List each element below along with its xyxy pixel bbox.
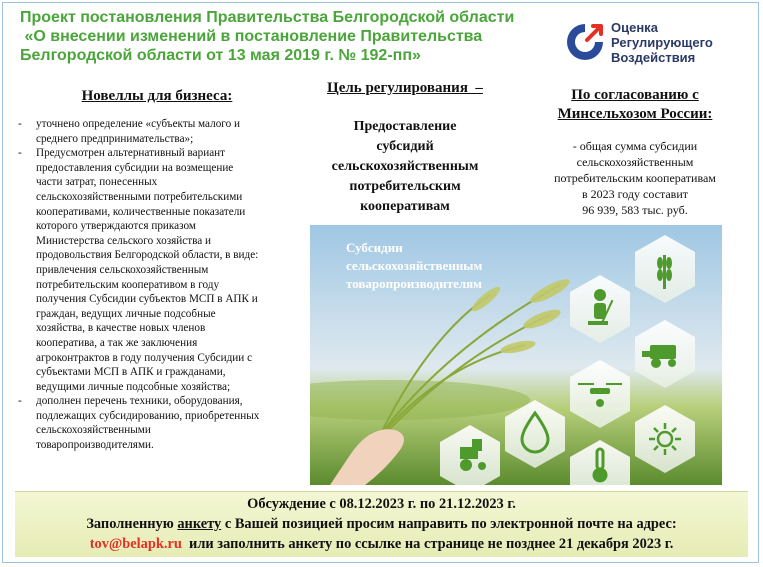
list-dash: - [18,118,22,130]
document-title [20,8,560,65]
novelly-item-line: товаропроизводителями. [36,439,154,452]
photo-caption [346,239,482,293]
novelly-item-line: которого утверждаются приказом [36,220,196,233]
submission-instructions [15,516,748,533]
orv-logo [565,18,715,70]
logo-wordmark [611,20,713,65]
novelly-item-line: кооперативами, количественные показатели [36,205,246,218]
survey-link[interactable]: анкету [177,516,222,532]
novelly-item-line: среднего предпринимательства»; [36,132,194,145]
minselhoz-line: в 2023 году составит [581,187,689,201]
goal-line: потребительским [349,179,461,194]
novelly-item [18,146,300,394]
novelly-item [18,394,300,452]
novelly-item-line: граждан, ведущих личные подсобные [36,307,216,320]
novelly-item-line: продовольствия Белгородской области, в виде: [36,249,259,262]
novelly-item-line: Предусмотрен альтернативный вариант [36,147,226,160]
logo-line-1: Оценка [611,20,658,35]
logo-line-2: Регулирующего [611,35,713,50]
goal-line: сельскохозяйственным [331,159,479,174]
novelly-item-line: подлежащих субсидированию, приобретенных [36,409,260,422]
minselhoz-line: - общая сумма субсидии [572,139,698,153]
email-link[interactable]: tov@belapk.ru [89,536,182,552]
novelly-item-line: хозяйства, в качестве новых членов [36,322,206,335]
novelly-item-line: дополнен перечень техники, оборудования, [36,395,243,408]
goal-text [300,117,510,217]
instruction-text: с Вашей позицией просим направить по электронной почте на адрес: [221,516,677,532]
minselhoz-title [540,86,730,124]
contact-line [15,536,748,553]
novelly-item-line: потребительским кооперативом в году [36,278,220,291]
novelly-item-line: сельскохозяйственными [36,424,151,437]
discussion-dates: Обсуждение с 08.12.2023 г. по 21.12.2023 г. [247,496,516,512]
wheat-photo [310,225,722,485]
novelly-item-line: части затрат, понесенных [36,176,158,189]
goal-title: Цель регулирования – [327,80,483,96]
discussion-footer [15,491,748,557]
minselhoz-text [540,138,730,218]
novelly-item [18,117,300,146]
minselhoz-line: сельскохозяйственным [576,155,694,169]
novelly-item-line: кооператива, а так же заключения [36,336,198,349]
novelly-item-line: получения Субсидии субъектов МСП в АПК и [36,293,258,306]
goal-line: субсидий [376,139,434,154]
novelly-item-line: Министерства сельского хозяйства и [36,234,212,247]
minselhoz-title-line: Минсельхозом России: [557,106,713,122]
photo-caption-line: товаропроизводителям [346,276,483,291]
minselhoz-line: потребительским кооперативам [554,171,716,185]
goal-line: кооперативам [360,199,450,214]
title-line-3: Белгородской области от 13 мая 2019 г. № 192-пп» [20,47,421,64]
novelly-item-line: агроконтрактов в году получения Субсидии с [36,351,253,364]
orv-logo-icon [565,22,605,62]
list-dash: - [18,147,22,160]
novelly-title: Новеллы для бизнеса: [81,88,233,104]
deadline-text: или заполнить анкету по ссылке на странице не позднее 21 декабря 2023 г. [181,536,674,552]
novelly-item-line: ведущими личные подсобные хозяйства; [36,380,231,393]
novelly-item-line: предоставления субсидии на возмещение [36,161,234,174]
logo-line-3: Воздействия [611,50,696,65]
novelly-item-line: сельскохозяйственными потребительскими [36,190,243,203]
title-line-2: «О внесении изменений в постановление Правительства [20,28,483,45]
novelly-item-line: привлечения сельскохозяйственным [36,263,209,276]
novelly-list [18,117,300,453]
photo-caption-line: Субсидии [346,240,403,255]
goal-line: Предоставление [353,119,457,134]
title-line-1: Проект постановления Правительства Белгородской области [20,9,515,26]
minselhoz-line: 96 939, 583 тыс. руб. [582,203,688,217]
novelly-item-line: уточнено определение «субъекты малого и [36,118,240,130]
minselhoz-title-line: По согласованию с [571,87,699,103]
instruction-text: Заполненную [86,516,178,532]
photo-caption-line: сельскохозяйственным [346,258,483,273]
novelly-item-line: субъектами МСП в АПК и гражданами, [36,366,226,379]
list-dash: - [18,395,22,408]
